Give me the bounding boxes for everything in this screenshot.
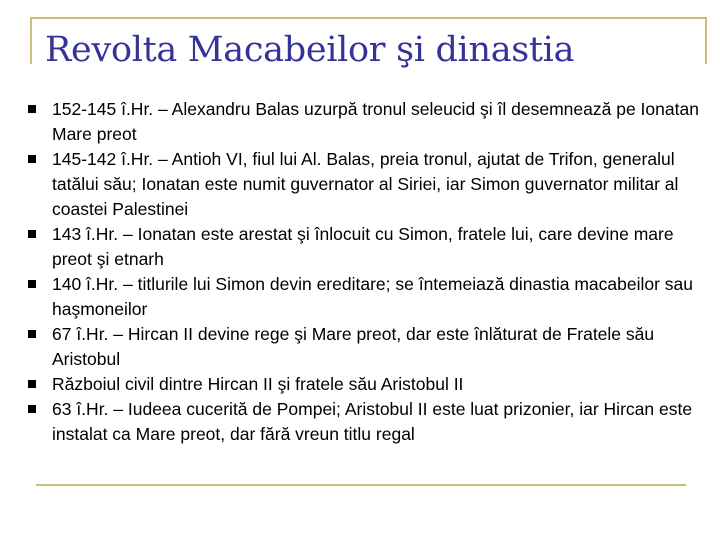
square-bullet-icon	[28, 230, 36, 238]
bullet-item	[28, 322, 708, 372]
bullet-item	[28, 272, 708, 322]
bullet-text: 140 î.Hr. – titlurile lui Simon devin ereditare; se întemeiază dinastia macabeilor sau haşmoneilor	[52, 274, 694, 319]
square-bullet-icon	[28, 105, 36, 113]
bullet-item	[28, 147, 708, 222]
frame-bottom-line	[36, 484, 686, 486]
bullet-text: 67 î.Hr. – Hircan II devine rege şi Mare preot, dar este înlăturat de Fratele său Aristobul	[52, 324, 655, 369]
square-bullet-icon	[28, 380, 36, 388]
bullet-text: 152-145 î.Hr. – Alexandru Balas uzurpă tronul seleucid şi îl desemnează pe Ionatan Mare preot	[52, 99, 699, 144]
square-bullet-icon	[28, 330, 36, 338]
bullet-item	[28, 397, 708, 447]
bullet-item	[28, 97, 708, 147]
bullet-text: 145-142 î.Hr. – Antioh VI, fiul lui Al. Balas, preia tronul, ajutat de Trifon, generalul tatălui său; Ionatan este numit guvernator al Siriei, iar Simon guvernator militar al coastei Palestinei	[52, 149, 679, 219]
square-bullet-icon	[28, 280, 36, 288]
slide-title: Revolta Macabeilor şi dinastia	[45, 30, 575, 70]
frame-top-line	[30, 17, 707, 19]
bullet-text: 63 î.Hr. – Iudeea cucerită de Pompei; Aristobul II este luat prizonier, iar Hircan este instalat ca Mare preot, dar fără vreun titlu regal	[52, 399, 693, 444]
bullet-list	[28, 97, 708, 447]
bullet-text: 143 î.Hr. – Ionatan este arestat şi înlocuit cu Simon, fratele lui, care devine mare preot şi etnarh	[52, 224, 674, 269]
bullet-item	[28, 222, 708, 272]
bullet-text: Războiul civil dintre Hircan II şi fratele său Aristobul II	[52, 374, 464, 394]
square-bullet-icon	[28, 405, 36, 413]
square-bullet-icon	[28, 155, 36, 163]
bullet-item	[28, 372, 708, 397]
frame-right-line	[705, 17, 707, 64]
frame-left-line	[30, 17, 32, 64]
